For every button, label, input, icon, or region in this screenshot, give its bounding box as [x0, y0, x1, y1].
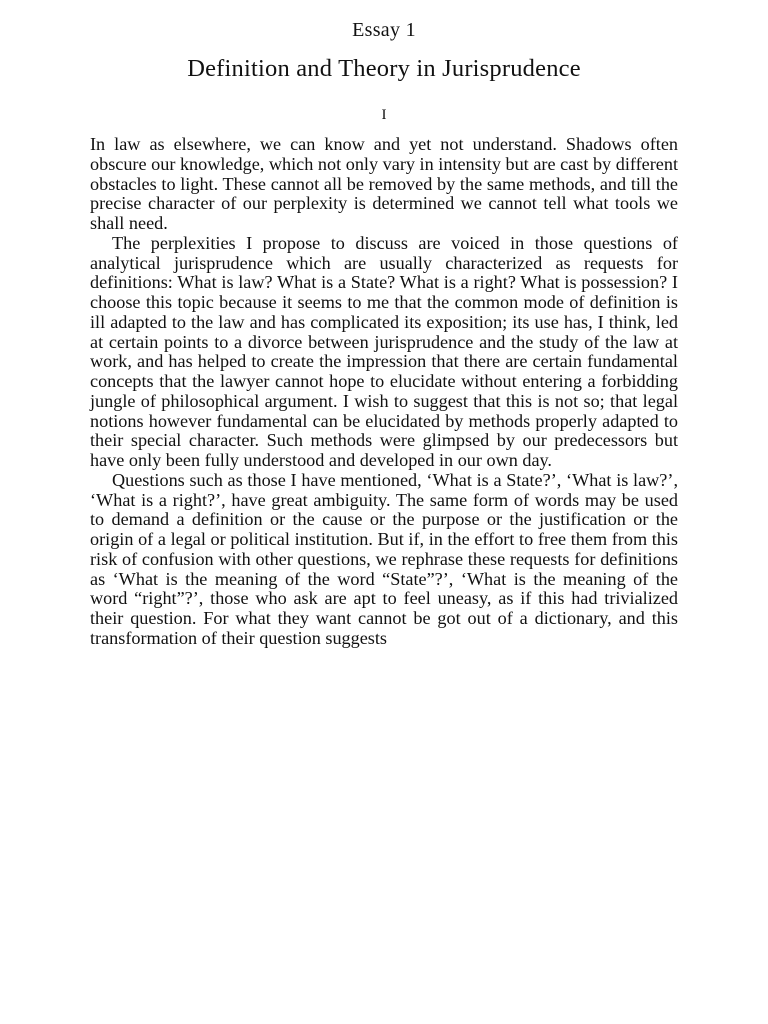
- paragraph-1: In law as elsewhere, we can know and yet not understand. Shadows often obscure our knowledge, which not only vary in intensity but are cast by different obstacles to light. These cannot all be removed by the same methods, and till the precise character of our perplexity is determined we cannot tell what tools we shall need.: [90, 134, 678, 233]
- section-number: I: [381, 107, 387, 123]
- paragraph-2: The perplexities I propose to discuss are voiced in those questions of analytical jurisprudence which are usually characterized as requests for definitions: What is law? What is a State? What is a right? What is possession? I choose this topic because it seems to me that the common mode of definition is ill adapted to the law and has complicated its exposition; its use has, I think, led at certain points to a divorce between jurisprudence and the study of the law at work, and has helped to create the impression that there are certain fundamental concepts that the lawyer cannot hope to elucidate without entering a forbidding jungle of philosophical argument. I wish to suggest that this is not so; that legal notions however fundamental can be elucidated by methods properly adapted to their special character. Such methods were glimpsed by our predecessors but have only been fully understood and developed in our own day.: [90, 232, 678, 470]
- body-text: [90, 135, 678, 649]
- paragraph-3: Questions such as those I have mentioned, ‘What is a State?’, ‘What is law?’, ‘What is a right?’, have great ambiguity. The same form of words may be used to demand a definition or the cause or the purpose or the justification or the origin of a legal or political institution. But if, in the effort to free them from this risk of confusion with other questions, we rephrase these requests for definitions as ‘What is the meaning of the word “State”?’, ‘What is the meaning of the word “right”?’, those who ask are apt to feel uneasy, as if this had trivialized their question. For what they want cannot be got out of a dictionary, and this transformation of their question suggests: [90, 469, 678, 648]
- essay-title: Definition and Theory in Jurisprudence: [187, 55, 581, 82]
- essay-label: Essay 1: [352, 19, 416, 41]
